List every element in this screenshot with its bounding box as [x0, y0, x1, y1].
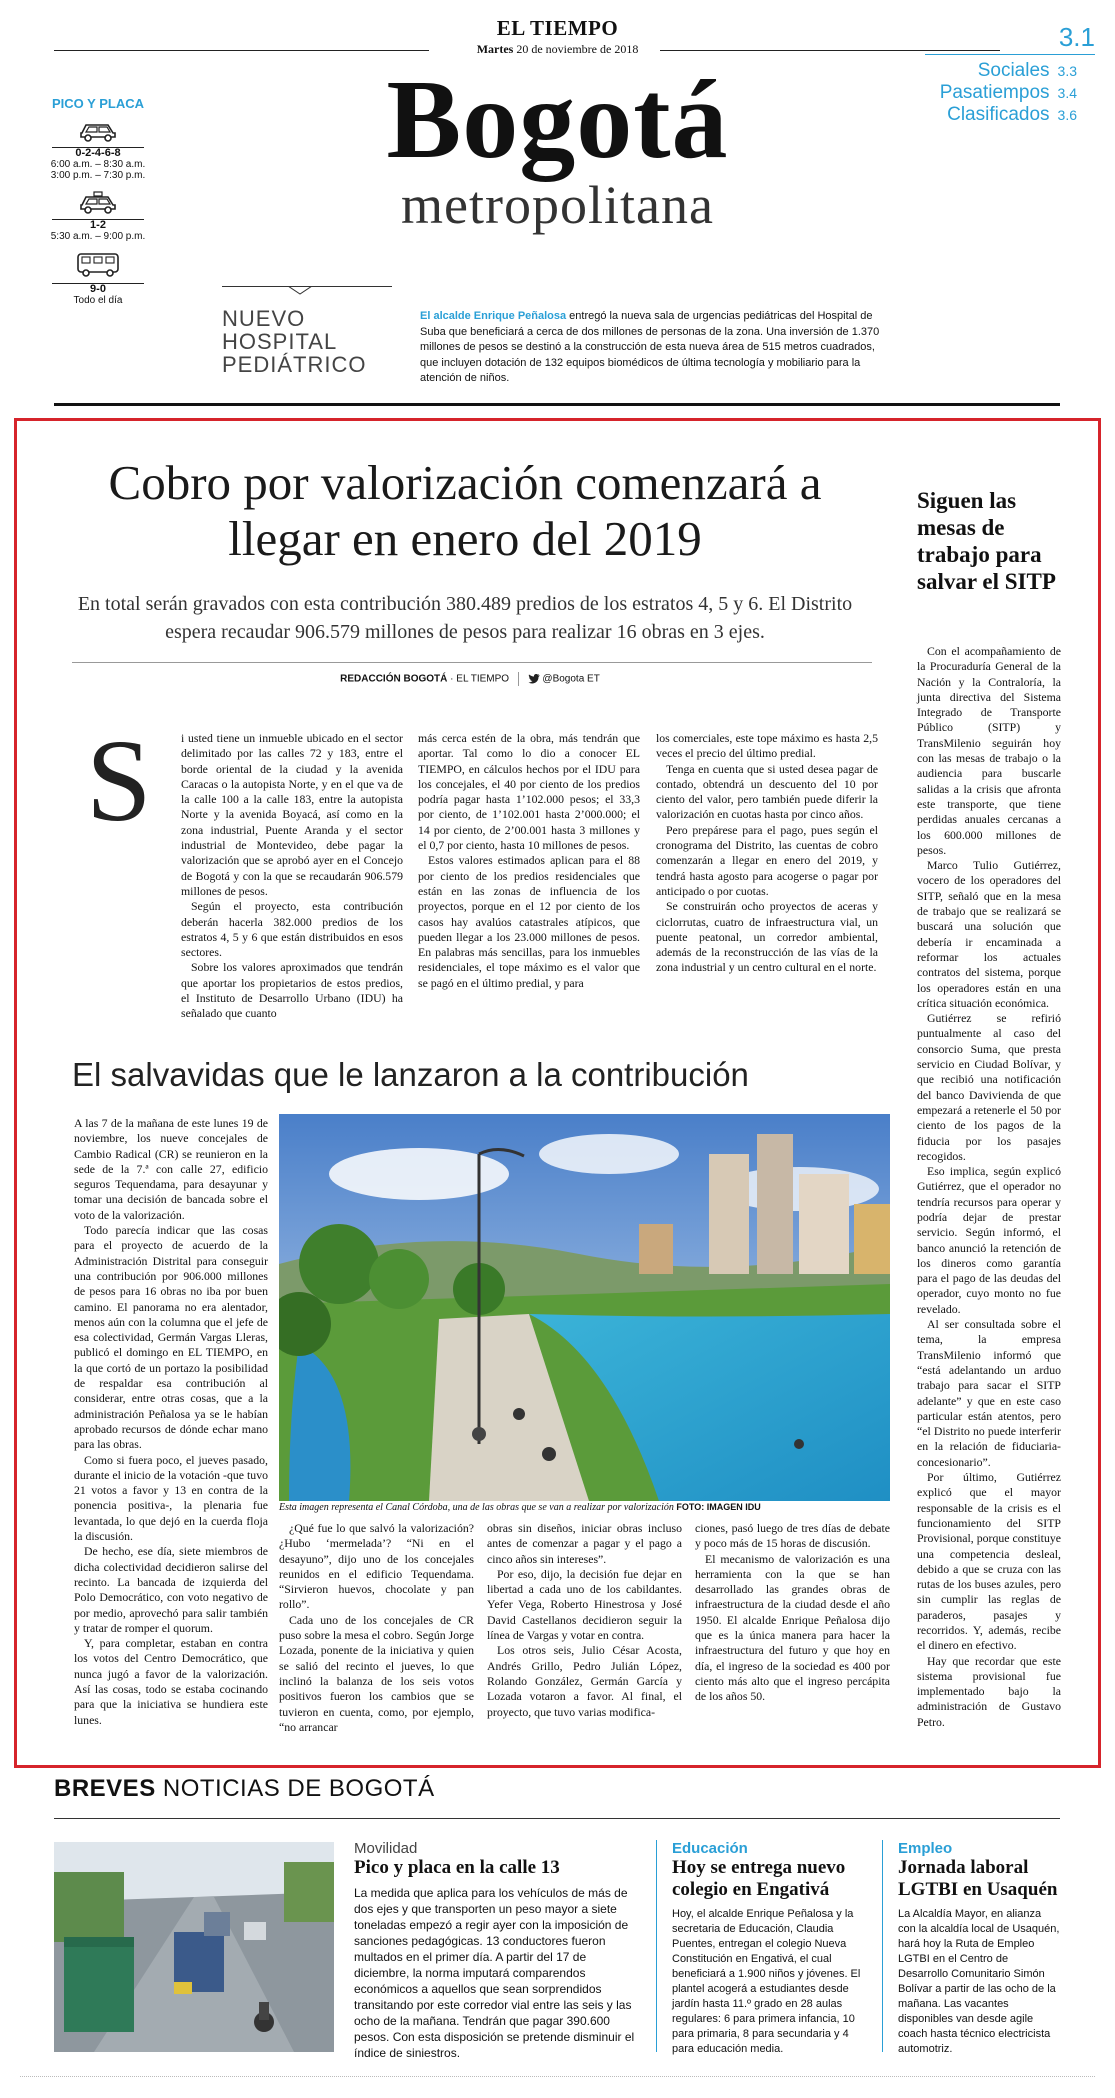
section-title: Bogotá [386, 58, 729, 182]
breves-section-title [54, 1775, 435, 1803]
brief-divider [656, 1840, 657, 2052]
pico-placa-digits: 9-0 [90, 283, 106, 295]
main-column-2: más cerca estén de la obra, más tendrán que aportar. Tal como lo dio a conocer EL TIEMPO, en cálculos hechos por el IDU para los concejales, el 40 por ciento de los predios podría pagar hasta 1’102.000 pesos; el 33,3 por ciento, de 1’102.001 hasta 2’000.000; el 14 por ciento, de 2’00.001 hasta 3 millones y el 0,7 por ciento, hasta 10 millones de pesos. Estos valores estimados aplican para el 88 por ciento de los predios residenciales que están en las zonas de influencia de los proyectos, porque en el 12 por ciento de los casos hay avalúos catastrales atípicos, que pueden llegar a los 23.000 millones de pesos. En palabras más sencillas, para los inmuebles residenciales, el tope máximo es el valor que se pagó en el último predial, y para [418, 731, 640, 990]
breves-sublabel: NOTICIAS DE BOGOTÁ [162, 1775, 435, 1802]
pico-placa-bus [48, 252, 148, 306]
second-headline: El salvavidas que le lanzaron a la contribución [72, 1056, 749, 1093]
brief-empleo [898, 1840, 1060, 2057]
pico-placa-hours: 6:00 a.m. – 8:30 a.m. [50, 159, 146, 170]
brief-kicker: Movilidad [354, 1840, 418, 1857]
hospital-lead: El alcalde Enrique Peñalosa [420, 310, 567, 322]
index-item[interactable]: Pasatiempos 3.4 [939, 82, 1077, 103]
issue-weekday: Martes [476, 42, 514, 56]
pico-placa-car [48, 118, 148, 181]
brief-divider [882, 1840, 883, 2052]
index-item[interactable]: Sociales 3.3 [977, 60, 1077, 81]
brief-headline[interactable]: Pico y placa en la calle 13 [354, 1857, 560, 1878]
page-number: 3.1 [1058, 22, 1095, 52]
byline-author: REDACCIÓN BOGOTÁ [340, 673, 448, 685]
breves-rule [54, 1818, 1060, 1819]
byline [70, 672, 870, 686]
second-column-4: ciones, pasó luego de tres días de debate y poco más de 15 horas de discusión. El mecanismo de valorización es una herramienta con la que se han desarrollado las grandes obras de infraestructura de la ciudad desde el año 1950. El alcalde Enrique Peñalosa dijo que es la única manera para hacer la infraestructura del futuro y que hoy en día, el ingreso de la sociedad es 400 por ciento más alto que el ingreso percápita de los años 50. [695, 1521, 890, 1704]
brief-kicker: Educación [672, 1840, 748, 1857]
brief-text: La Alcaldía Mayor, en alianza con la alcaldía local de Usaquén, hará hoy la Ruta de Empleo LGTBI en el Centro de Desarrollo Comunitario Simón Bolívar a partir de las ocho de la mañana. Las vacantes disponibles van desde agile coach hasta técnico electricista automotriz. [898, 1908, 1060, 2055]
main-headline: Cobro por valorización comenzará a llegar en enero del 2019 [108, 455, 822, 566]
pico-placa-title: PICO Y PLACA [52, 96, 144, 111]
brief-movilidad [354, 1840, 639, 2061]
photo-caption [279, 1502, 890, 1513]
byline-outlet: · EL TIEMPO [447, 673, 510, 685]
pico-placa-digits: 0-2-4-6-8 [75, 147, 121, 159]
car-icon [78, 118, 118, 142]
section-subtitle: metropolitana [401, 175, 714, 235]
newspaper-name: EL TIEMPO [496, 16, 619, 40]
main-column-3: los comerciales, este tope máximo es hasta 2,5 veces el precio del último predial. Tenga en cuenta que si usted desea pagar de contado, obtendrá un descuento del 10 por ciento del valor, pero también puede diferir la valorización en cuotas hasta por cinco años. Pero prepárese para el pago, pues según el cronograma del Distrito, las cuentas de cobro comenzarán a llegar en enero del 2019, y tendrá hasta agosto para acogerse o pagar por anticipado o por cuotas. Se construirán ocho proyectos de aceras y ciclorrutas, cuatro de infraestructura vial, un puente peatonal, un corredor ambiental, además de la reconstrucción de las vías de la zona industrial y un centro cultural en el norte. [656, 731, 878, 975]
hospital-title: NUEVO HOSPITAL PEDIÁTRICO [222, 306, 367, 377]
brief-educacion [672, 1840, 862, 2057]
page-number-rule [925, 54, 1095, 55]
pico-placa-hours: 5:30 a.m. – 9:00 p.m. [50, 231, 146, 242]
pico-placa-taxi [48, 190, 148, 242]
truck-traffic-photo [54, 1842, 334, 2052]
chevron-down-icon [288, 286, 312, 296]
caption-text: Esta imagen representa el Canal Córdoba, una de las obras que se van a realizar por valorización [279, 1502, 674, 1513]
pico-placa-hours: Todo el día [73, 295, 123, 306]
pico-placa-hours: 3:00 p.m. – 7:30 p.m. [50, 170, 146, 181]
drop-cap: S [86, 715, 152, 846]
brief-text: Hoy, el alcalde Enrique Peñalosa y la secretaria de Educación, Claudia Puentes, entregan el colegio Nueva Constitución en Engativá, el cual beneficiará a 1.900 niños y jóvenes. El plantel acogerá a estudiantes desde jardín hasta 11.º grado en 28 aulas regulares: 6 para primera infancia, 10 para primaria, 8 para secundaria y 4 para educación media. [672, 1908, 861, 2055]
main-column-1: i usted tiene un inmueble ubicado en el sector delimitado por las calles 72 y 183, entre el borde oriental de la ciudad y la avenida Caracas o la autopista Norte, y en el que va de la calle 100 a la calle 183, entre la autopista Norte y la avenida Boyacá, así como en la zona industrial, Puente Aranda y el sector industrial de Montevideo, debe pagar la valorización que se aprobó ayer en el Concejo de Bogotá y con la que se recaudarán 906.579 millones de pesos. Según el proyecto, esta contribución deberán hacerla 382.000 predios de los estratos 4, 5 y 6 que están distribuidos en esos sectores. Sobre los valores aproximados que tendrán que aportar los propietarios de estos predios, el Instituto de Desarrollo Urbano (IDU) ha señalado que cuanto [181, 731, 403, 1021]
crop-marks [20, 2076, 1095, 2077]
masthead-bottom-rule [54, 403, 1060, 406]
sidebar-column: Con el acompañamiento de la Procuraduría General de la Nación y la Contraloría, la junta directiva del Sistema Integrado de Transporte Público (SITP) y TransMilenio seguirán hoy con las mesas de trabajo o la audiencia para buscarle salidas a la crisis que afronta este transporte, que tiene perdidas anuales cercanas a los 600.000 millones de pesos. Marco Tulio Gutiérrez, vocero de los operadores del SITP, señaló que en la mesa de trabajo que se realizará se buscará una solución que debería ir encaminada a reformar los actuales contratos del sistema, porque los operadores están en una crítica situación económica. Gutiérrez se refirió puntualmente al caso del consorcio Suma, que presta servicio en Ciudad Bolívar, y que recibió una notificación del banco Davivienda de que empezará a retenerle el 50 por ciento de los pagos de la fiducia por los pasajes recogidos. Eso implica, según explicó Gutiérrez, que el operador no tendría recursos para operar y podría dejar de prestar servicio. Según informó, el banco anunció la retención de los dineros como garantía para el pago de las deudas del operador, cuyo monto no fue revelado. Al ser consultada sobre el tema, la empresa TransMilenio informó que “está adelantando un arduo trabajo para sacar el SITP adelante” y que en este caso particular están atentos, pero “el Distrito no puede interferir en la relación de fiduciaria-concesionario”. Por último, Gutiérrez explicó que el mayor responsable de la crisis es el funcionamiento del SITP Provisional, porque constituye una competencia desleal, debido a que se cruza con las rutas de los buses azules, pero sin cumplir las reglas de paraderos, pasajes y recorridos. Y, además, recibe el dinero en efectivo. Hay que recordar que este sistema provisional fue implementado bajo la administración de Gustavo Petro. [917, 644, 1061, 1729]
index-item[interactable]: Clasificados 3.6 [947, 104, 1077, 125]
second-column-2: ¿Qué fue lo que salvó la valorización? ¿Hubo ‘mermelada’? “Ni en el desayuno”, dijo uno de los concejales reunidos en el edificio Tequendama. “Sirvieron huevos, chocolate y pan rollo”. Cada uno de los concejales de CR puso sobre la mesa el cobro. Según Jorge Lozada, ponente de la iniciativa y quien se salió del recinto el jueves, lo que inclinó la balanza de los seis votos positivos fueron los cambios que se tuvieron en cuenta, como, por ejemplo, “no arrancar [279, 1521, 474, 1734]
breves-label: BREVES [54, 1775, 156, 1802]
brief-headline[interactable]: Jornada laboral LGTBI en Usaquén [898, 1857, 1058, 1900]
hospital-text: entregó la nueva sala de urgencias pediátricas del Hospital de Suba que beneficiará a cerca de dos millones de personas de la zona. Una inversión de 1.370 millones de pesos se destinó a la construcción de esta nueva área de 515 metros cuadrados, que incluyen dotación de 132 equipos biomédicos de última tecnología y mobiliario para la atención de niños. [420, 310, 880, 384]
main-deck: En total serán gravados con esta contribución 380.489 predios de los estratos 4, 5 y 6. El Distrito espera recaudar 906.579 millones de pesos para realizar 16 obras en 3 ejes. [77, 593, 853, 643]
sidebar-headline: Siguen las mesas de trabajo para salvar el SITP [917, 488, 1056, 594]
byline-rule [72, 662, 872, 663]
brief-headline[interactable]: Hoy se entrega nuevo colegio en Engativá [672, 1857, 846, 1900]
hospital-brief [420, 309, 888, 387]
twitter-handle[interactable]: @Bogota ET [542, 673, 600, 685]
brief-kicker: Empleo [898, 1840, 953, 1857]
bus-icon [75, 252, 121, 278]
second-column-1: A las 7 de la mañana de este lunes 19 de noviembre, los nueve concejales de Cambio Radical (CR) se reunieron en la sede de la 7.ª con calle 27, edificio seguros Tequendama, para desayunar y tomar una decisión de bancada sobre el voto de la valorización. Todo parecía indicar que las cosas para el proyecto de acuerdo de la Administración Distrital para conseguir una contribución por 906.000 millones de pesos para 16 obras no iba por buen camino. El panorama no era alentador, menos aún con la columna que el jefe de esa colectividad, Germán Vargas Lleras, publicó el domingo en EL TIEMPO, en la que cortó de un portazo la posibilidad de respaldar esa contribución al considerar, entre otras cosas, que a la administración Peñalosa ya se le habían aprobado recursos de dónde echar mano para las obras. Como si fuera poco, el jueves pasado, durante el inicio de la votación -que tuvo 21 votos a favor y 13 en contra de la ponencia positiva-, la plenaria fue levantada, lo que dejó en la cuerda floja la discusión. De hecho, ese día, siete miembros de dicha colectividad decidieron salirse del recinto. La bancada de izquierda del Polo Democrático, con voto negativo de por medio, aprovechó para salir también y tratar de romper el quorum. Y, para completar, estaban en contra los votos del Centro Democrático, que nunca jugó a favor de la valorización. Así las cosas, todo se estaba cocinando para que la iniciativa se hundiera este lunes. [74, 1116, 268, 1727]
taxi-icon [78, 190, 118, 214]
second-column-3: obras sin diseños, iniciar obras incluso antes de comenzar a pagar y el pago a cinco años sin intereses”. Por eso, dijo, la decisión fue dejar en libertad a cada uno de los cabildantes. Yefer Vega, Roberto Hinestrosa y José David Castellanos decidieron seguir la línea de Vargas y votar en contra. Los otros seis, Julio César Acosta, Andrés Grillo, Pedro Julián López, Rolando González, Germán García y Lozada votaron a favor. Al final, el proyecto, que tuvo varias modifica- [487, 1521, 682, 1719]
issue-date-text: 20 de noviembre de 2018 [516, 42, 639, 56]
brief-text: La medida que aplica para los vehículos de más de dos ejes y que transporten un peso mayor a siete toneladas empezó a regir ayer con la imposición de sanciones pedagógicas. 13 conductores fueron multados en el primer día. A partir del 17 de diciembre, la norma imputará comparendos económicos a aquellos que sean sorprendidos transitando por este corredor vial entre las seis y las ocho de la mañana. Tendrán que pagar 390.600 pesos. Con esta disposición se pretende disminuir el índice de siniestros. [354, 1886, 635, 2060]
canal-cordoba-photo [279, 1114, 890, 1501]
twitter-icon [528, 674, 540, 684]
photo-credit: FOTO: IMAGEN IDU [676, 1502, 761, 1512]
pico-placa-digits: 1-2 [90, 219, 106, 231]
